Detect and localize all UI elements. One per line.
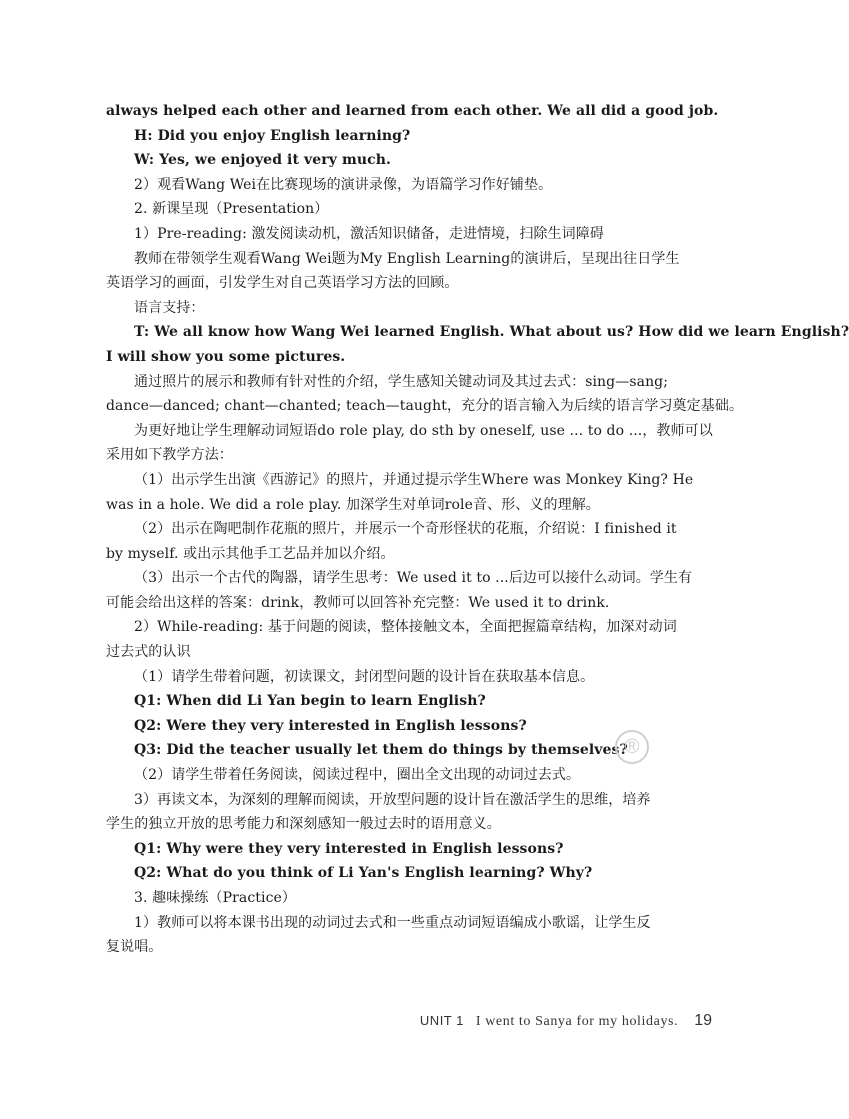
text-line: by myself. 或出示其他手工艺品并加以介绍。 <box>106 545 395 562</box>
text-line: （1）请学生带着问题，初读课文，封闭型问题的设计旨在获取基本信息。 <box>134 668 595 685</box>
text-line: 语言支持： <box>134 299 205 316</box>
text-line: 学生的独立开放的思考能力和深刻感知一般过去时的语用意义。 <box>106 816 501 833</box>
text-line: 2. 新课呈现（Presentation） <box>134 201 329 218</box>
text-line: 3. 趣味操练（Practice） <box>134 890 297 906</box>
text-line: （3）出示一个古代的陶器，请学生思考：We used it to ...后边可以接什么动词。学生有 <box>134 570 693 587</box>
text-line: 3）再读文本，为深刻的理解而阅读，开放型问题的设计旨在激活学生的思维，培养 <box>134 791 651 808</box>
text-line: （2）请学生带着任务阅读，阅读过程中，圈出全文出现的动词过去式。 <box>134 767 581 784</box>
text-line: 英语学习的画面，引发学生对自己英语学习方法的回顾。 <box>106 275 459 292</box>
text-line: was in a hole. We did a role play. 加深学生对单词role音、形、义的理解。 <box>106 496 600 513</box>
registered-watermark: ® <box>615 730 649 764</box>
page-body <box>106 99 849 960</box>
text-line: H: Did you enjoy English learning? <box>134 127 411 144</box>
text-line: 1）Pre-reading: 激发阅读动机，激活知识储备，走进情境，扫除生词障碍 <box>134 225 604 242</box>
text-line: 可能会给出这样的答案：drink，教师可以回答补充完整：We used it to drink. <box>106 594 610 611</box>
text-line: Q2: What do you think of Li Yan's English learning? Why? <box>134 865 593 882</box>
text-line: 为更好地让学生理解动词短语do role play, do sth by oneself, use ... to do ...，教师可以 <box>134 422 713 439</box>
text-line: I will show you some pictures. <box>106 348 346 365</box>
text-line: 通过照片的展示和教师有针对性的介绍，学生感知关键动词及其过去式：sing—sang; <box>134 373 669 390</box>
text-line: 采用如下教学方法： <box>106 447 233 464</box>
page-number: 19 <box>694 1012 712 1029</box>
text-line: T: We all know how Wang Wei learned English. What about us? How did we learn English? <box>134 324 849 341</box>
text-line: （2）出示在陶吧制作花瓶的照片，并展示一个奇形怪状的花瓶，介绍说：I finished it <box>134 521 677 538</box>
text-line: Q1: Why were they very interested in English lessons? <box>134 840 564 857</box>
footer-unit-title: I went to Sanya for my holidays. <box>475 1014 679 1029</box>
text-line: 复说唱。 <box>106 939 163 956</box>
text-line: W: Yes, we enjoyed it very much. <box>134 152 392 169</box>
footer-unit-label: UNIT 1 <box>419 1013 464 1028</box>
page-footer <box>400 1012 712 1030</box>
text-line: 2）观看Wang Wei在比赛现场的演讲录像，为语篇学习作好铺垫。 <box>134 176 553 193</box>
text-line: Q3: Did the teacher usually let them do things by themselves? <box>134 742 628 759</box>
text-line: Q1: When did Li Yan begin to learn English? <box>134 693 486 710</box>
text-line: always helped each other and learned from each other. We all did a good job. <box>106 103 719 119</box>
text-line: （1）出示学生出演《西游记》的照片，并通过提示学生Where was Monkey King? He <box>134 471 694 488</box>
text-line: 教师在带领学生观看Wang Wei题为My English Learning的演讲后，呈现出往日学生 <box>134 250 680 267</box>
text-line: Q2: Were they very interested in English lessons? <box>134 717 527 734</box>
text-line: dance—danced; chant—chanted; teach—taught，充分的语言输入为后续的语言学习奠定基础。 <box>106 398 744 415</box>
text-line: 过去式的认识 <box>106 644 191 661</box>
text-line: 2）While-reading: 基于问题的阅读，整体接触文本，全面把握篇章结构，加深对动词 <box>134 619 677 636</box>
text-line: 1）教师可以将本课书出现的动词过去式和一些重点动词短语编成小歌谣，让学生反 <box>134 914 651 931</box>
